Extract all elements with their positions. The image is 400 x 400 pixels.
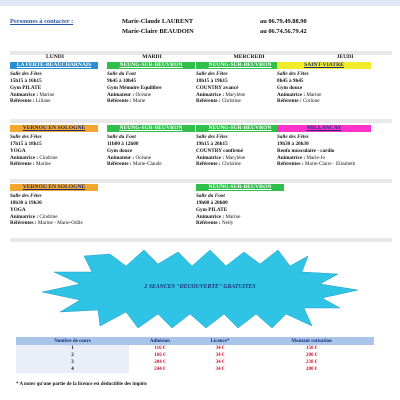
location-label: VERNOU EN SOLOGNE	[10, 184, 98, 191]
cell: 2	[16, 352, 129, 359]
time: 18h30 à 19h30	[10, 199, 42, 206]
cell: 280 €	[249, 366, 374, 373]
col-header: Licence*	[191, 337, 249, 345]
session-lundi-2	[10, 125, 98, 168]
time: 19h30 à 20h30	[277, 140, 309, 147]
day-thursday: JEUDI	[336, 54, 354, 60]
animator-label: Animatrice :	[277, 154, 306, 161]
referent	[107, 98, 195, 105]
table-row	[16, 366, 374, 373]
referent-name: Marie-Claire · Elisabeth	[304, 161, 356, 168]
cell: 204 €	[129, 359, 191, 366]
animator-label: Animatrice :	[10, 91, 39, 98]
referent-label: Référente :	[107, 98, 132, 105]
animator-label: Animatrice :	[196, 154, 225, 161]
time: 18h15 à 19h15	[196, 77, 228, 84]
session-lundi-3	[10, 184, 98, 227]
activity: Gym Mémoire Equilibre	[107, 84, 162, 91]
animator	[196, 155, 284, 162]
animator-name: Cindrine	[39, 213, 58, 220]
activity: YOGA	[10, 147, 26, 154]
animator-label: Animatrice :	[277, 91, 306, 98]
referent	[107, 161, 195, 168]
session-lundi-1	[10, 62, 98, 105]
animator-name: Marine	[225, 213, 241, 220]
referent-label: Référente :	[277, 98, 302, 105]
referent-name: Marie	[132, 98, 146, 105]
animator	[196, 214, 284, 221]
animator-label: Animatrice :	[10, 154, 39, 161]
cell: 150 €	[249, 345, 374, 352]
referent	[10, 98, 98, 105]
animator-name: Maryléne	[225, 154, 246, 161]
table-row	[16, 345, 374, 352]
contact-name-2: Marie-Claire BEAUDOIN	[122, 28, 194, 35]
animator	[107, 155, 195, 162]
location-label: NEUNG-SUR-BEUVRON	[196, 184, 284, 191]
referent-label: Référente :	[107, 161, 132, 168]
animator-name: Maryléne	[225, 91, 246, 98]
cell: 244 €	[129, 366, 191, 373]
animator	[277, 155, 371, 162]
tax-note: * A noter qu'une partie de la licence est déductible des impôts	[16, 382, 147, 387]
time: 8h45 à 9h45	[277, 77, 304, 84]
animator-label: Animateur :	[107, 91, 135, 98]
col-header: Montant cotisation	[249, 337, 374, 345]
time: 11h00 à 12h00	[107, 140, 139, 147]
time: 15h15 à 16h15	[10, 77, 42, 84]
animator-name: Cindrine	[39, 154, 58, 161]
venue: Salle du Foot	[196, 193, 225, 199]
animator-name: Marine	[39, 91, 55, 98]
day-wednesday: MERCREDI	[233, 54, 265, 60]
contacts-block	[10, 18, 390, 38]
promo-banner	[40, 248, 360, 330]
contact-name-1: Marie-Claude LAURENT	[122, 18, 194, 25]
referent	[196, 161, 284, 168]
activity: Renfo musculaire - cardio	[277, 147, 335, 154]
venue: Salle du Foot	[107, 71, 136, 77]
location-label: NEUNG-SUR-BEUVRON	[196, 125, 284, 132]
animator-label: Animatrice :	[10, 213, 39, 220]
divider	[10, 238, 392, 242]
animator-label: Animatrice :	[196, 213, 225, 220]
referent-label: Référente :	[196, 98, 221, 105]
cell: 34 €	[191, 366, 249, 373]
session-mardi-1	[107, 62, 195, 105]
session-mercredi-1	[196, 62, 284, 105]
location-label: SAINT-VIATRE	[277, 62, 371, 69]
activity: Gym PILATE	[10, 84, 42, 91]
animator	[10, 92, 98, 99]
animator	[277, 92, 371, 99]
day-monday: LUNDI	[45, 54, 65, 60]
referent	[277, 161, 371, 168]
activity: COUNTRY confirmé	[196, 147, 244, 154]
cell: 166 €	[129, 352, 191, 359]
cell: 34 €	[191, 352, 249, 359]
location-label: VERNOU EN SOLOGNE	[10, 125, 98, 132]
time: 19h15 à 20h15	[196, 140, 228, 147]
referent-label: Référente :	[196, 161, 221, 168]
contact-phone-1: au 06.79.49.88.90	[260, 18, 307, 25]
referent-name: Christine	[221, 161, 241, 168]
referent	[196, 98, 284, 105]
location-label: MILLANCAY	[277, 125, 371, 132]
animator-name: Marine	[306, 91, 322, 98]
animator-name: Océane	[135, 154, 151, 161]
venue: Salle des Fêtes	[277, 134, 309, 140]
referent-name: Christine	[221, 98, 241, 105]
cell: 116 €	[129, 345, 191, 352]
session-mercredi-2	[196, 125, 284, 168]
animator	[10, 214, 98, 221]
session-mardi-2	[107, 125, 195, 168]
venue: Salle des Fêtes	[10, 134, 42, 140]
time: 9h45 à 10h45	[107, 77, 137, 84]
animator	[196, 92, 284, 99]
referent-label: Référentes :	[277, 161, 304, 168]
referent-label: Référente :	[10, 98, 35, 105]
divider	[10, 179, 392, 183]
day-headers	[10, 54, 392, 62]
venue: Salle du Foot	[107, 134, 136, 140]
referent-name: Corinne	[302, 98, 320, 105]
venue: Salle des Fêtes	[10, 193, 42, 199]
table-header-row	[16, 337, 374, 345]
referent-label: Référentes :	[10, 220, 37, 227]
cell: 1	[16, 345, 129, 352]
animator-label: Animatrice :	[196, 91, 225, 98]
tarifs-table	[16, 337, 374, 373]
referent	[196, 220, 284, 227]
contacts-label: Personnes à contacter :	[10, 18, 74, 25]
location-label: NEUNG-SUR-BEUVRON	[107, 125, 195, 132]
referent	[10, 161, 98, 168]
location-label: NEUNG-SUR-BEUVRON	[196, 62, 284, 69]
table-row	[16, 352, 374, 359]
referent	[277, 98, 371, 105]
referent-name: Marine	[35, 161, 51, 168]
cell: 238 €	[249, 359, 374, 366]
session-mercredi-3	[196, 184, 284, 227]
activity: Gym PILATE	[196, 206, 228, 213]
col-header: Nombre de cours	[16, 337, 129, 345]
animator-name: Océane	[135, 91, 151, 98]
animator-name: Marie-Jo	[306, 154, 326, 161]
activity: Gym douce	[277, 84, 303, 91]
venue: Salle des Fêtes	[196, 134, 228, 140]
cell: 34 €	[191, 345, 249, 352]
cell: 4	[16, 366, 129, 373]
activity: Gym douce	[107, 147, 133, 154]
promo-text: 2 SEANCES "DECOUVERTE" GRATUITES	[144, 284, 256, 290]
referent-label: Référente :	[10, 161, 35, 168]
col-header: Adhésion	[129, 337, 191, 345]
venue: Salle des Fêtes	[196, 71, 228, 77]
location-label: NEUNG-SUR-BEUVRON	[107, 62, 195, 69]
header-band	[0, 0, 400, 6]
contact-phone-2: au 06.74.56.79.42	[260, 28, 307, 35]
session-jeudi-2	[277, 125, 371, 168]
time: 17h15 à 18h15	[10, 140, 42, 147]
referent-name: Marie-Claude	[132, 161, 162, 168]
venue: Salle des Fêtes	[10, 71, 42, 77]
location-label: LA FERTE-BEAUCHARNAIS	[10, 62, 98, 69]
table-row	[16, 359, 374, 366]
cell: 3	[16, 359, 129, 366]
session-jeudi-1	[277, 62, 371, 105]
referent-label: Référente :	[196, 220, 221, 227]
divider	[10, 119, 392, 123]
day-tuesday: MARDI	[142, 54, 162, 60]
activity: YOGA	[10, 206, 26, 213]
animator-label: Animateur :	[107, 154, 135, 161]
activity: COUNTRY avancé	[196, 84, 239, 91]
referent-name: Nelly	[221, 220, 234, 227]
animator	[10, 155, 98, 162]
venue: Salle des Fêtes	[277, 71, 309, 77]
referent	[10, 220, 98, 227]
time: 19h00 à 20h00	[196, 199, 228, 206]
animator	[107, 92, 195, 99]
referent-name: Marine - Marie-Odile	[37, 220, 83, 227]
referent-name: Liliane	[35, 98, 51, 105]
cell: 34 €	[191, 359, 249, 366]
cell: 200 €	[249, 352, 374, 359]
